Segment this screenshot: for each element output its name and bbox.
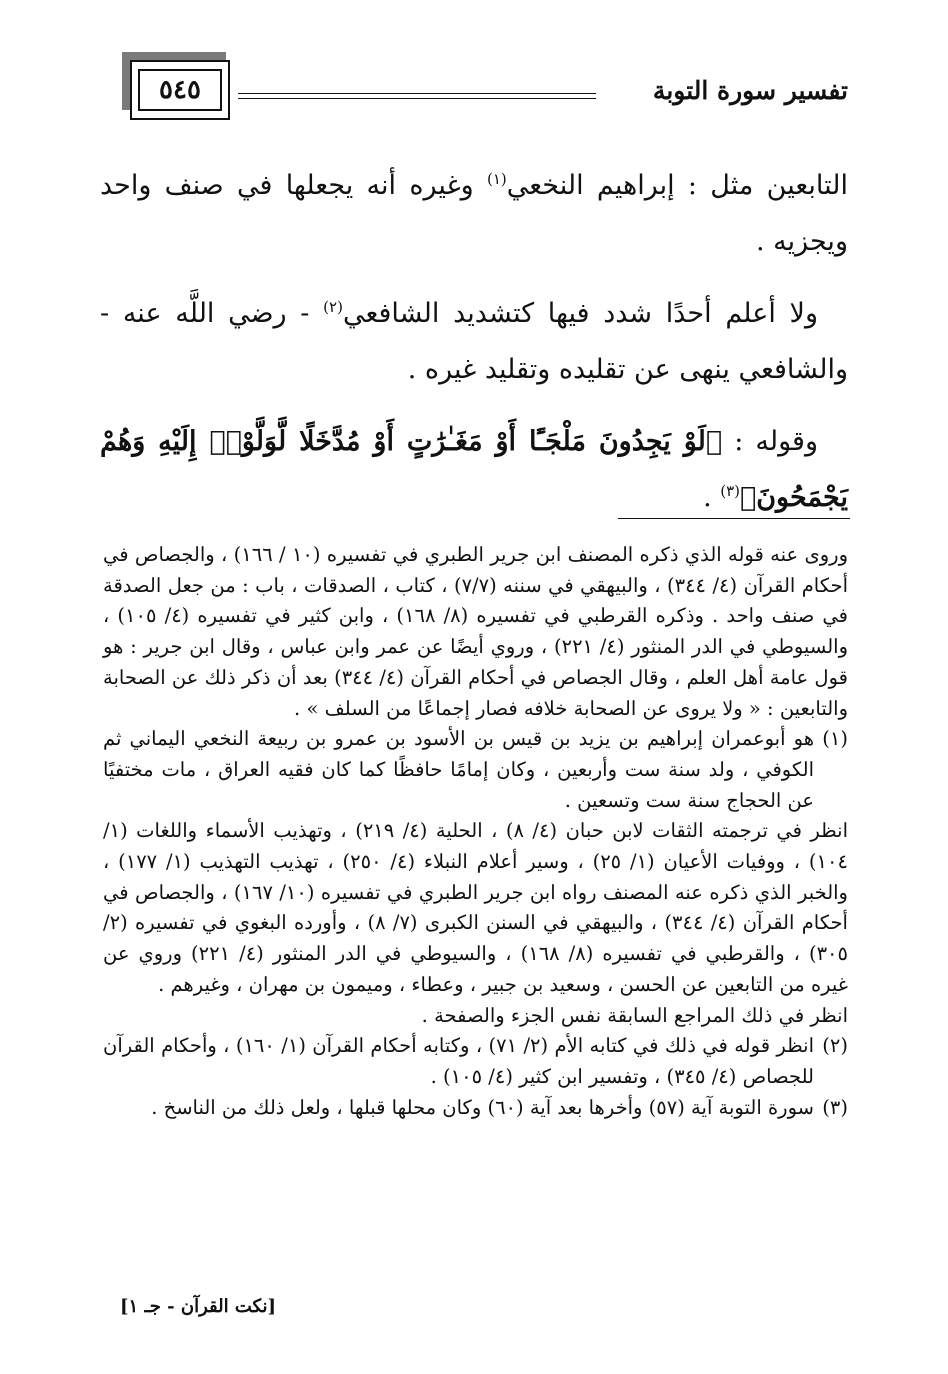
footnote-3	[103, 1093, 848, 1124]
chapter-title: تفسير سورة التوبة	[652, 76, 848, 105]
footnotes	[103, 540, 848, 1123]
footnote-continuation: وروى عنه قوله الذي ذكره المصنف ابن جرير الطبري في تفسيره (١٠ / ١٦٦) ، والجصاص في أحكام القرآن (٤/ ٣٤٤) ، والبيهقي في سننه (٧/٧) ، كتاب ، الصدقات ، باب : من جعل الصدقة في صنف واحد . وذكره القرطبي في تفسيره (٨/ ١٦٨) ، وابن كثير في تفسيره (٤/ ١٠٥) ، والسيوطي في الدر المنثور (٤/ ٢٢١) ، وروي أيضًا عن عمر وابن عباس ، وقال ابن جرير : هو قول عامة أهل العلم ، وقال الجصاص في أحكام القرآن (٤/ ٣٤٤) بعد أن ذكر ذلك عن الصحابة والتابعين : « ولا يروى عن الصحابة خلافه فصار إجماعًا من السلف » .	[103, 543, 848, 720]
footnote-3-number: (٣)	[822, 1095, 848, 1119]
footnote-1-final: انظر في ذلك المراجع السابقة نفس الجزء والصفحة .	[421, 1003, 848, 1027]
footnote-3-text: سورة التوبة آية (٥٧) وأخرها بعد آية (٦٠) وكان محلها قبلها ، ولعل ذلك من الناسخ .	[151, 1095, 814, 1119]
page-number: ٥٤٥	[138, 69, 222, 111]
paragraph-3-end: .	[703, 482, 721, 513]
footnote-1-number: (١)	[822, 727, 848, 751]
paragraph-1-rest: وغيره أنه يجعلها في صنف واحد ويجزيه .	[100, 170, 848, 257]
paragraph-2-text: ولا أعلم أحدًا شدد فيها كتشديد الشافعي	[342, 298, 818, 329]
paragraph-3	[100, 414, 848, 526]
main-text	[100, 158, 848, 542]
footnote-ref-3: (٣)	[720, 482, 741, 500]
footnote-ref-2: (٢)	[323, 298, 343, 316]
paragraph-2	[100, 286, 848, 398]
footnote-2	[103, 1031, 848, 1092]
footnote-ref-1: (١)	[486, 170, 507, 188]
footnote-2-text: انظر قوله في ذلك في كتابه الأم (٢/ ٧١) ، وكتابه أحكام القرآن (١/ ١٦٠) ، وأحكام القرآن للجصاص (٤/ ٣٤٥) ، وتفسير ابن كثير (٤/ ١٠٥) .	[103, 1034, 814, 1088]
quran-verse: ﴿لَوْ يَجِدُونَ مَلْجَـًٔا أَوْ مَغَـٰرَٰتٍ أَوْ مُدَّخَلًا لَّوَلَّوْا۟ إِلَيْهِ وَهُمْ يَجْمَحُونَ﴾	[100, 426, 848, 513]
footnote-1-text: هو أبوعمران إبراهيم بن يزيد بن قيس بن الأسود بن عمرو بن ربيعة النخعي اليماني ثم الكوفي ، ولد سنة ست وأربعين ، وكان إمامًا حافظًا كما كان فقيه العراق ، مات مختفيًا عن الحجاج سنة ست وتسعين .	[103, 727, 814, 812]
page-number-box	[130, 60, 230, 120]
paragraph-2-rest: - رضي اللَّه عنه - والشافعي ينهى عن تقليده وتقليد غيره .	[100, 298, 848, 385]
footnote-1-sources: انظر في ترجمته الثقات لابن حبان (٤/ ٨) ، الحلية (٤/ ٢١٩) ، وتهذيب الأسماء واللغات (١/ ١٠٤) ، ووفيات الأعيان (١/ ٢٥) ، وسير أعلام النبلاء (٤/ ٢٥٠) ، تهذيب التهذيب (١/ ١٧٧) ، والخبر الذي ذكره عنه المصنف رواه ابن جرير الطبري في تفسيره (١٠/ ١٦٧) ، والجصاص في أحكام القرآن (٤/ ٣٤٤) ، والبيهقي في السنن الكبرى (٧/ ٨) ، وأورده البغوي في تفسيره (٢/ ٣٠٥) ، والقرطبي في تفسيره (٨/ ١٦٨) ، والسيوطي في الدر المنثور (٤/ ٢٢١) وروي عن غيره من التابعين عن الحسن ، وسعيد بن جبير ، وعطاء ، وميمون بن مهران ، وغيرهم .	[103, 819, 849, 996]
footnote-1	[103, 724, 848, 816]
paragraph-1	[100, 158, 848, 270]
paragraph-1-text: التابعين مثل : إبراهيم النخعي	[506, 170, 848, 201]
header-rule	[238, 93, 596, 99]
paragraph-3-intro: وقوله :	[722, 426, 818, 457]
signature-mark: [نكت القرآن - جـ ١]	[120, 1296, 277, 1317]
footnote-separator	[618, 518, 850, 519]
footnote-2-number: (٢)	[822, 1034, 848, 1058]
